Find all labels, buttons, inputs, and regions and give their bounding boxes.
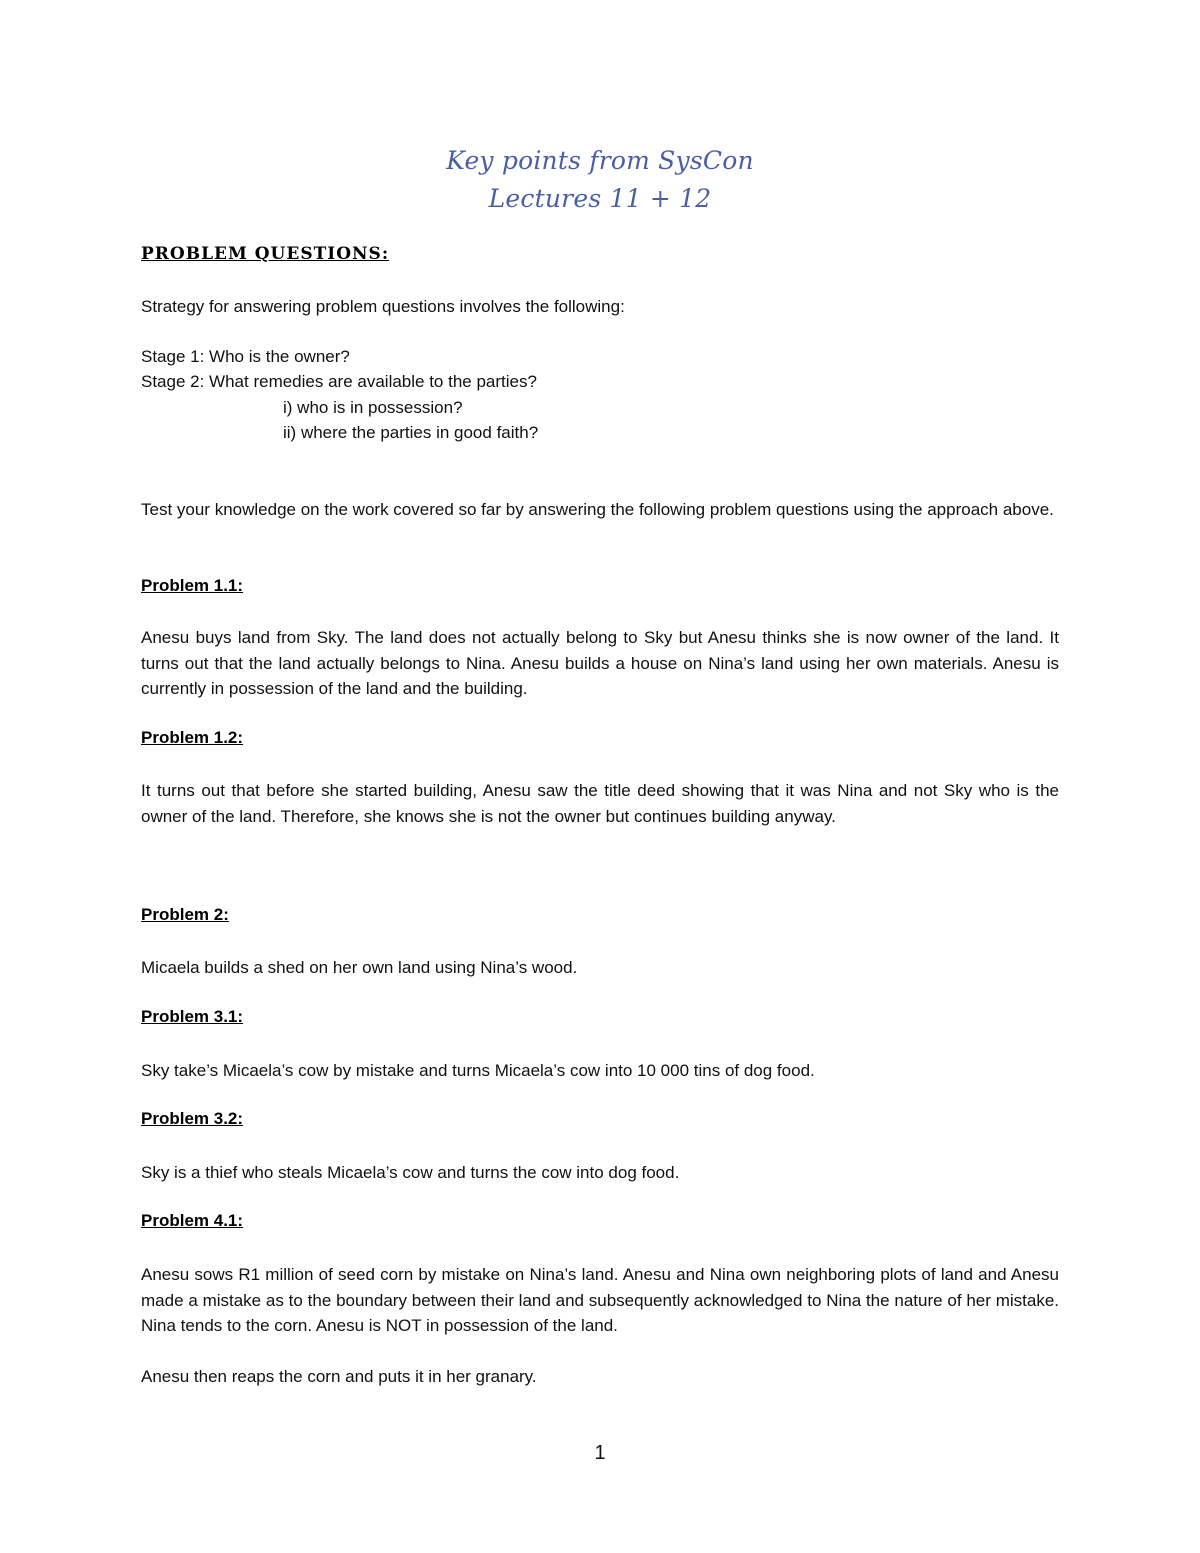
problem-heading: Problem 2: — [141, 905, 229, 924]
strategy-intro: Strategy for answering problem questions involves the following: — [141, 297, 625, 316]
problem-followup: Anesu then reaps the corn and puts it in her granary. — [141, 1367, 537, 1386]
problem-heading: Problem 3.1: — [141, 1007, 244, 1026]
stage-2-sub-ii: ii) where the parties in good faith? — [283, 423, 539, 442]
problem-text: Micaela builds a shed on her own land using Nina’s wood. — [141, 958, 578, 977]
problem-heading: Problem 1.1: — [141, 576, 244, 595]
problem-text: Sky take’s Micaela’s cow by mistake and turns Micaela’s cow into 10 000 tins of dog food. — [141, 1061, 815, 1080]
test-intro: Test your knowledge on the work covered so far by answering the following problem questions using the approach above. — [141, 500, 1054, 519]
document-subtitle: Lectures 11 + 12 — [488, 184, 712, 213]
problem-text: Anesu sows R1 million of seed corn by mistake on Nina’s land. Anesu and Nina own neighboring plots of land and Anesu made a mistake as to the boundary between their land and subsequently acknowledged to Nina the nature of her mistake. Nina tends to the corn. Anesu is NOT in possession of the land. — [141, 1265, 1059, 1335]
problem-text: Anesu buys land from Sky. The land does not actually belong to Sky but Anesu thinks she is now owner of the land. It turns out that the land actually belongs to Nina. Anesu builds a house on Nina’s land using her own materials. Anesu is currently in possession of the land and the building. — [141, 628, 1059, 698]
problem-heading: Problem 3.2: — [141, 1109, 244, 1128]
stage-2-sub-i: i) who is in possession? — [283, 398, 463, 417]
problem-text: Sky is a thief who steals Micaela’s cow and turns the cow into dog food. — [141, 1163, 680, 1182]
stage-2: Stage 2: What remedies are available to the parties? — [141, 372, 537, 391]
section-heading: PROBLEM QUESTIONS: — [141, 244, 390, 264]
problem-heading: Problem 1.2: — [141, 728, 244, 747]
problem-text: It turns out that before she started building, Anesu saw the title deed showing that it was Nina and not Sky who is the owner of the land. Therefore, she knows she is not the owner but continues building anyway. — [141, 781, 1059, 826]
document-title: Key points from SysCon — [446, 146, 754, 175]
page-number: 1 — [594, 1442, 606, 1464]
problem-heading: Problem 4.1: — [141, 1211, 244, 1230]
stage-1: Stage 1: Who is the owner? — [141, 347, 350, 366]
